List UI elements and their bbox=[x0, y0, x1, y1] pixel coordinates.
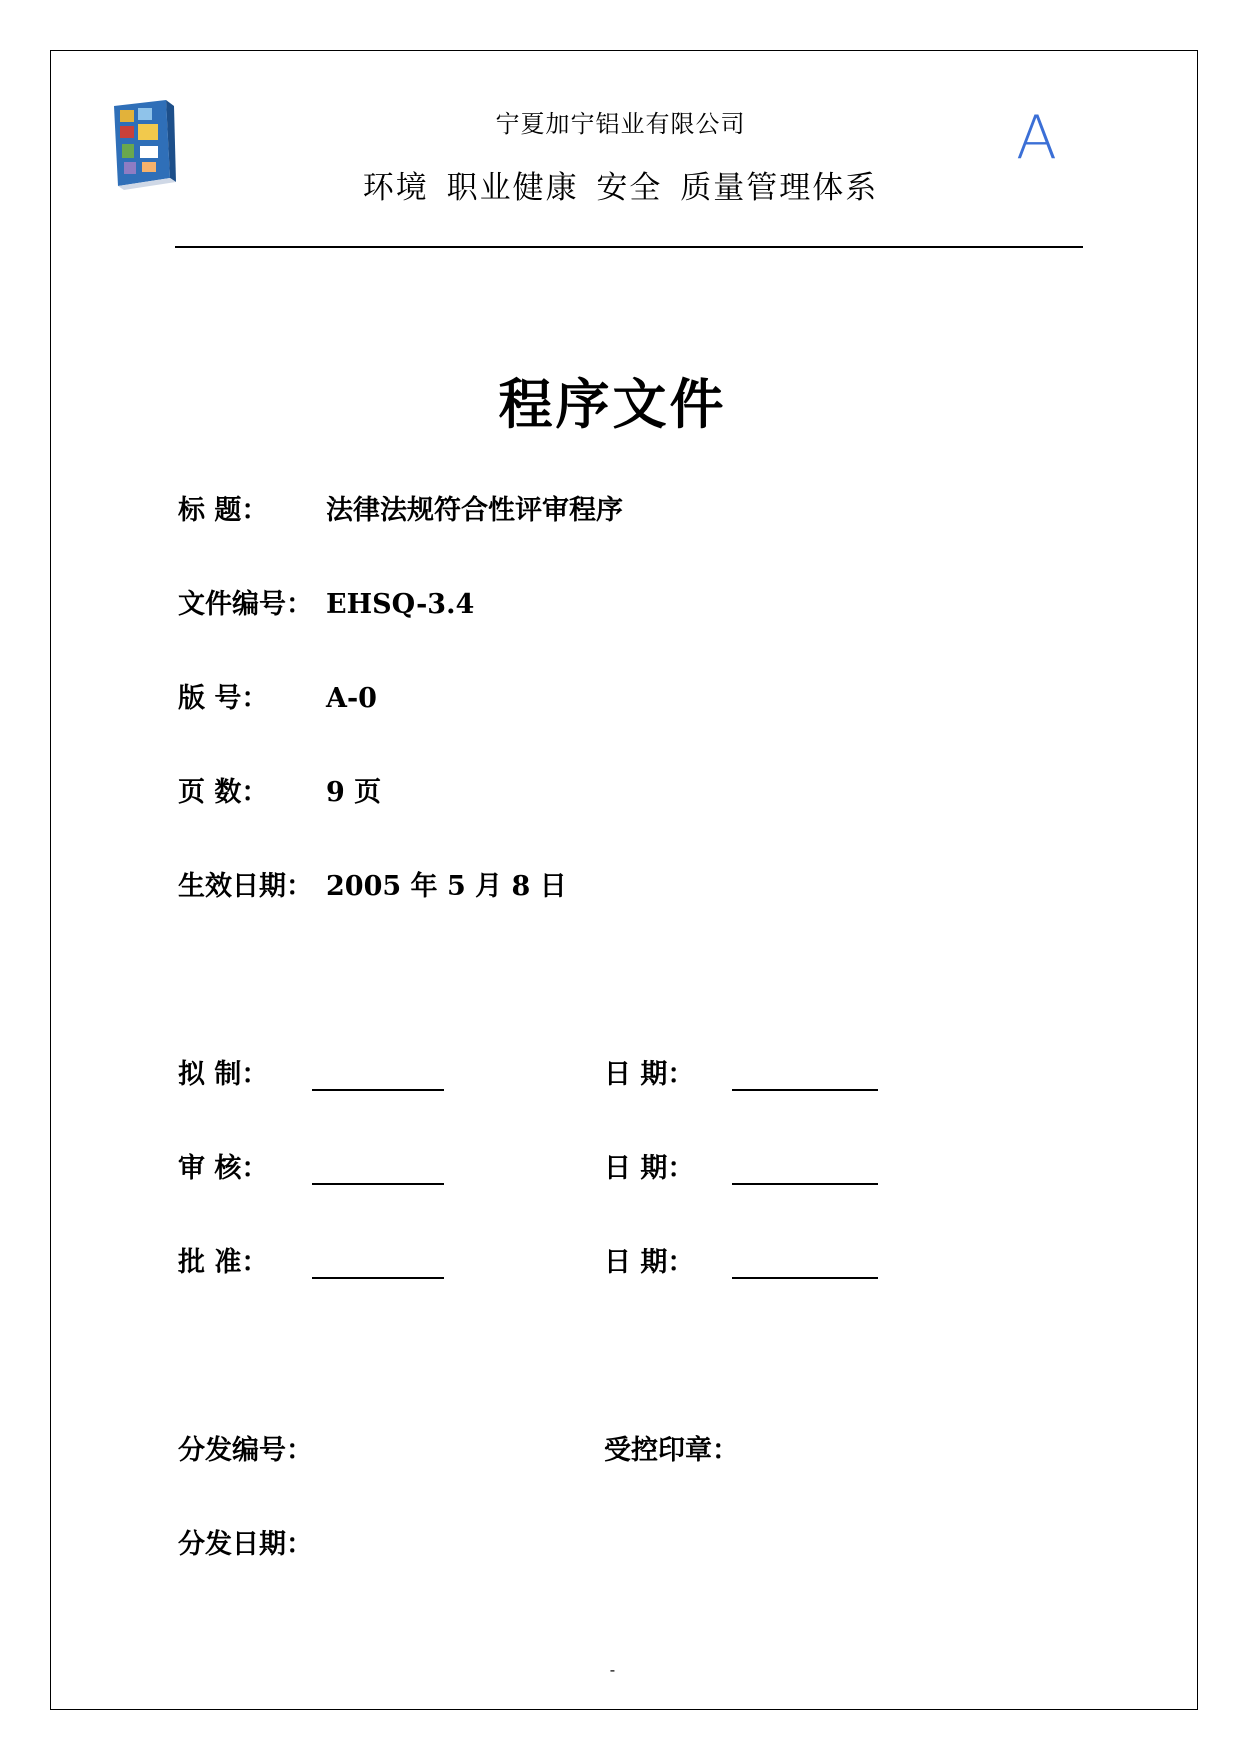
approved-signature-line[interactable] bbox=[312, 1251, 444, 1279]
controlled-seal: 受控印章： bbox=[604, 1435, 739, 1466]
info-row-version bbox=[178, 676, 377, 715]
drafted-date-line[interactable] bbox=[732, 1063, 878, 1091]
header-divider bbox=[175, 246, 1083, 248]
pages-value: 9 页 bbox=[326, 777, 382, 808]
effective-date-label: 生效日期： bbox=[178, 871, 313, 902]
reviewed-row bbox=[178, 1146, 444, 1186]
distribution-number: 分发编号： bbox=[178, 1435, 313, 1466]
drafted-label: 拟 制： bbox=[178, 1059, 269, 1090]
effective-date-value: 2005 年 5 月 8 日 bbox=[326, 871, 567, 902]
title-value: 法律法规符合性评审程序 bbox=[326, 495, 623, 526]
reviewed-date-row bbox=[604, 1146, 878, 1186]
page-footer-mark: - bbox=[609, 1660, 616, 1679]
reviewed-date-label: 日 期： bbox=[604, 1153, 695, 1184]
info-row-title bbox=[178, 488, 623, 527]
document-title: 程序文件 bbox=[498, 372, 727, 436]
approved-label: 批 准： bbox=[178, 1247, 269, 1278]
drafted-row bbox=[178, 1052, 444, 1092]
info-row-doc-no bbox=[178, 582, 474, 621]
pages-label: 页 数： bbox=[178, 777, 269, 808]
approved-row bbox=[178, 1240, 444, 1280]
info-row-pages bbox=[178, 770, 381, 809]
reviewed-label: 审 核： bbox=[178, 1153, 269, 1184]
title-label: 标 题： bbox=[178, 495, 269, 526]
approved-date-label: 日 期： bbox=[604, 1247, 695, 1278]
version-value: A-0 bbox=[326, 683, 377, 714]
management-system-title: 环境 职业健康 安全 质量管理体系 bbox=[362, 170, 879, 206]
version-label: 版 号： bbox=[178, 683, 269, 714]
info-row-effective-date bbox=[178, 864, 567, 903]
doc-no-label: 文件编号： bbox=[178, 589, 313, 620]
approved-date-row bbox=[604, 1240, 878, 1280]
version-mark: A bbox=[1016, 103, 1058, 173]
drafted-date-row bbox=[604, 1052, 878, 1092]
drafted-date-label: 日 期： bbox=[604, 1059, 695, 1090]
reviewed-signature-line[interactable] bbox=[312, 1157, 444, 1185]
reviewed-date-line[interactable] bbox=[732, 1157, 878, 1185]
approved-date-line[interactable] bbox=[732, 1251, 878, 1279]
doc-no-value: EHSQ-3.4 bbox=[326, 589, 475, 620]
drafted-signature-line[interactable] bbox=[312, 1063, 444, 1091]
distribution-date: 分发日期： bbox=[178, 1529, 313, 1560]
company-name: 宁夏加宁铝业有限公司 bbox=[495, 110, 746, 138]
